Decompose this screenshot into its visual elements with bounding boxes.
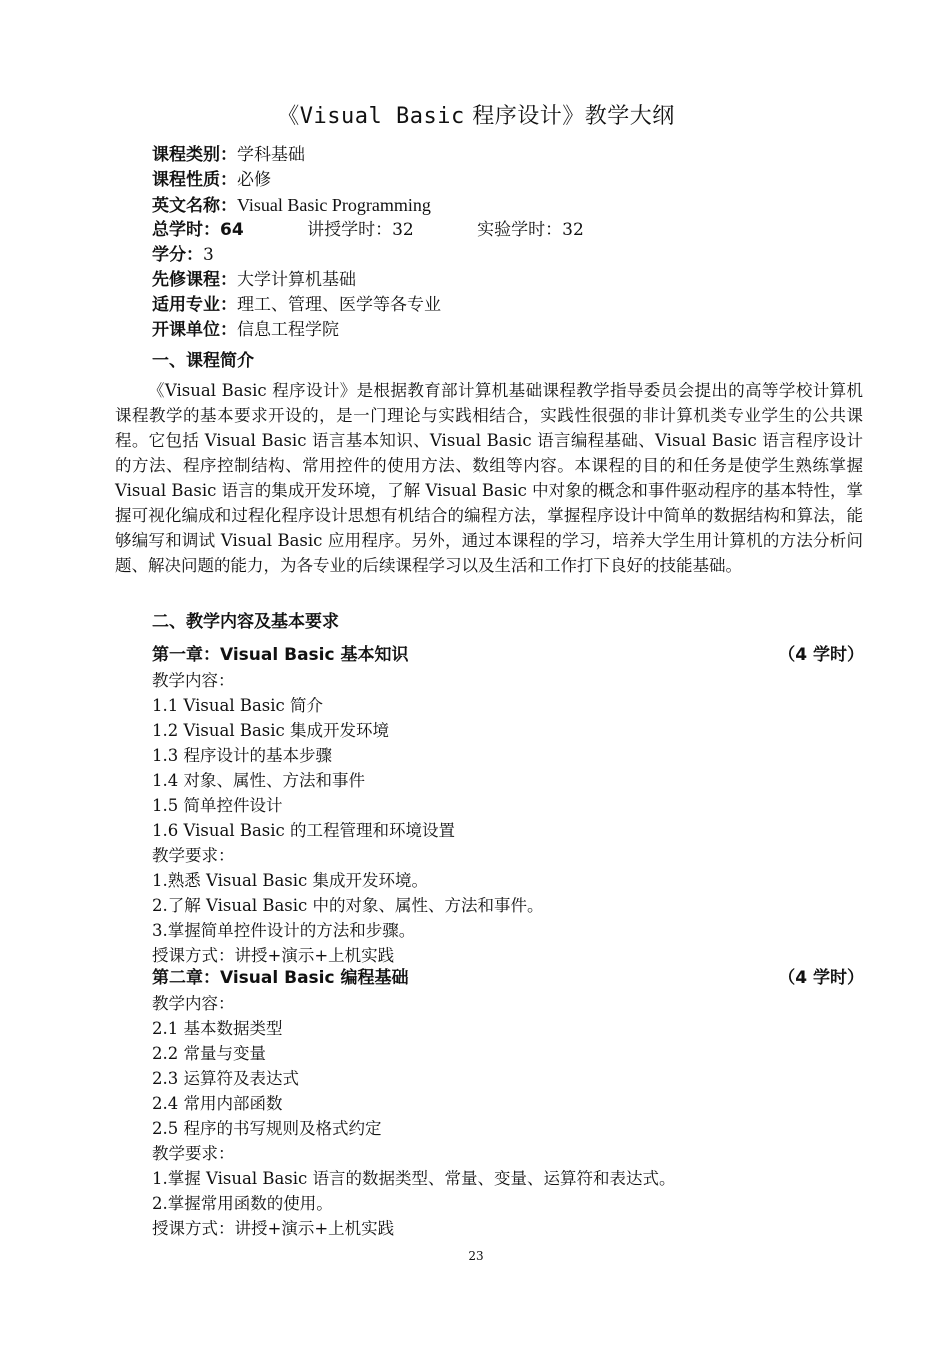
section-heading-intro: 一、课程简介 — [152, 351, 254, 371]
list-item: 2.3 运算符及表达式 — [152, 1069, 299, 1088]
meta-hours: 总学时：64 讲授学时：32 实验学时：32 — [152, 220, 584, 240]
meta-credits: 学分：3 — [152, 245, 214, 265]
title-open-bracket: 《 — [277, 104, 300, 129]
page-number: 23 — [468, 1249, 484, 1263]
meta-prerequisite: 先修课程：大学计算机基础 — [152, 270, 356, 290]
chapter-1-hours: （4 学时） — [778, 645, 864, 665]
list-item: 教学内容： — [152, 671, 235, 690]
meta-english-name: 英文名称：Visual Basic Programming — [152, 195, 431, 216]
list-item: 1.5 简单控件设计 — [152, 796, 283, 815]
list-item: 1.熟悉 Visual Basic 集成开发环境。 — [152, 871, 429, 890]
meta-lab-hours: 实验学时：32 — [477, 220, 584, 240]
list-item: 教学要求： — [152, 846, 235, 865]
list-item: 教学要求： — [152, 1144, 235, 1163]
list-item: 授课方式：讲授+演示+上机实践 — [152, 1219, 395, 1238]
list-item: 1.掌握 Visual Basic 语言的数据类型、常量、变量、运算符和表达式。 — [152, 1169, 676, 1188]
document-title — [0, 100, 952, 134]
chapter-1-title: 第一章：Visual Basic 基本知识 — [152, 645, 409, 665]
list-item: 1.4 对象、属性、方法和事件 — [152, 771, 365, 790]
chapter-2-body — [152, 991, 864, 1241]
meta-unit: 开课单位：信息工程学院 — [152, 320, 339, 340]
chapter-2-title: 第二章：Visual Basic 编程基础 — [152, 968, 409, 988]
meta-category: 课程类别：学科基础 — [152, 145, 305, 165]
chapter-1-heading — [152, 643, 864, 668]
list-item: 1.2 Visual Basic 集成开发环境 — [152, 721, 390, 740]
title-latin: Visual Basic — [299, 104, 465, 129]
chapter-2-heading — [152, 966, 864, 991]
list-item: 1.3 程序设计的基本步骤 — [152, 746, 332, 765]
list-item: 授课方式：讲授+演示+上机实践 — [152, 946, 395, 965]
list-item: 3.掌握简单控件设计的方法和步骤。 — [152, 921, 416, 940]
list-item: 2.4 常用内部函数 — [152, 1094, 283, 1113]
meta-lecture-hours: 讲授学时：32 — [307, 220, 414, 240]
meta-nature: 课程性质：必修 — [152, 170, 271, 190]
list-item: 教学内容： — [152, 994, 235, 1013]
list-item: 2.掌握常用函数的使用。 — [152, 1194, 333, 1213]
section-heading-content: 二、教学内容及基本要求 — [152, 612, 339, 632]
list-item: 1.6 Visual Basic 的工程管理和环境设置 — [152, 821, 456, 840]
title-rest: 程序设计》教学大纲 — [464, 104, 675, 129]
chapter-1-body — [152, 668, 864, 968]
meta-majors: 适用专业：理工、管理、医学等各专业 — [152, 295, 441, 315]
course-intro-paragraph: 《Visual Basic 程序设计》是根据教育部计算机基础课程教学指导委员会提出的高等学校计算机课程教学的基本要求开设的，是一门理论与实践相结合，实践性很强的非计算机类专业学生的公共课程。它包括 Visual Basic 语言基本知识、Visual Basic 语言编程基础、Visual Basic 语言程序设计的方法、程序控制结构、常用控件的使用方法、数组等内容。本课程的目的和任务是使学生熟练掌握 Visual Basic 语言的集成开发环境，了解 Visual Basic 中对象的概念和事件驱动程序的基本特性，掌握可视化编成和过程化程序设计思想有机结合的编程方法，掌握程序设计中简单的数据结构和算法，能够编写和调试 Visual Basic 应用程序。另外，通过本课程的学习，培养大学生用计算机的方法分析问题、解决问题的能力，为各专业的后续课程学习以及生活和工作打下良好的技能基础。 — [115, 381, 863, 575]
list-item: 2.1 基本数据类型 — [152, 1019, 283, 1038]
list-item: 1.1 Visual Basic 简介 — [152, 696, 324, 715]
chapter-2-hours: （4 学时） — [778, 968, 864, 988]
course-meta — [152, 143, 872, 343]
list-item: 2.了解 Visual Basic 中的对象、属性、方法和事件。 — [152, 896, 544, 915]
list-item: 2.2 常量与变量 — [152, 1044, 266, 1063]
list-item: 2.5 程序的书写规则及格式约定 — [152, 1119, 382, 1138]
